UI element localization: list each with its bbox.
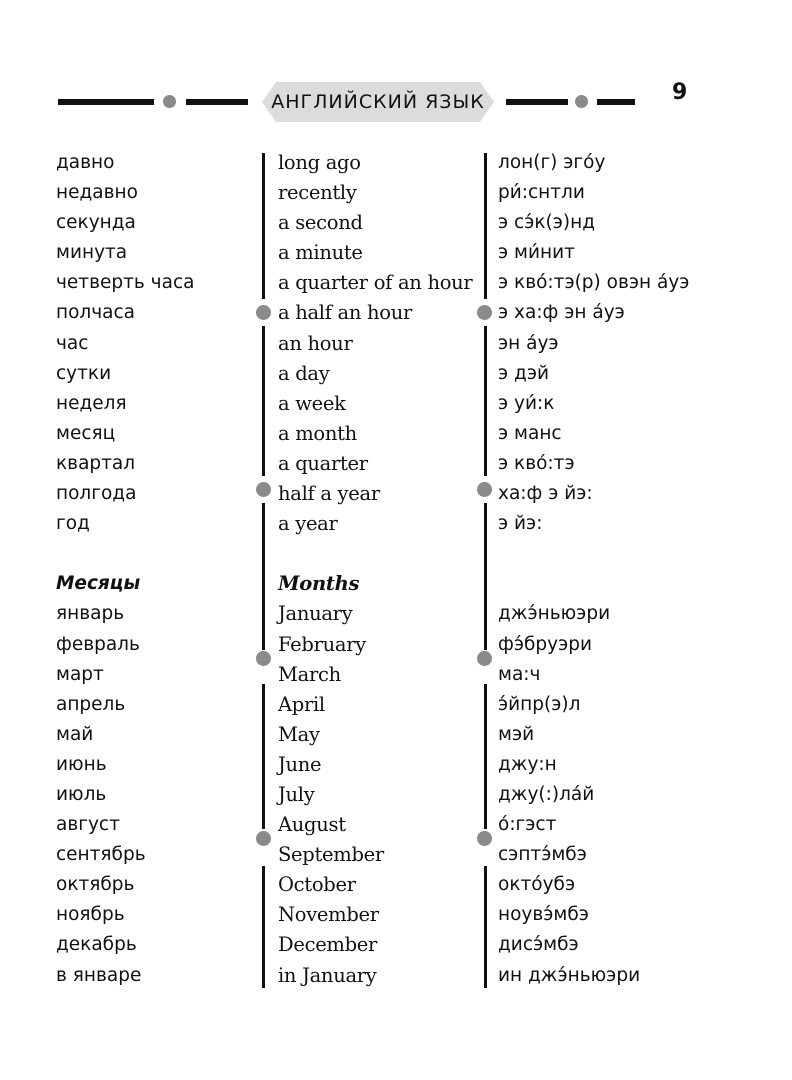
separator-line-2b [484,326,487,476]
english-word: April [278,692,325,716]
english-word: a half an hour [278,301,413,325]
russian-word: секунда [56,212,136,234]
russian-word: март [56,663,104,685]
transcription: джу(:)лáй [498,783,595,805]
english-word: a minute [278,241,363,265]
separator-dot [256,831,271,846]
separator-dot [477,482,492,497]
english-word: half a year [278,482,380,506]
transcription: джэ́ньюэри [498,603,611,625]
english-word: recently [278,181,357,205]
english-word: a quarter of an hour [278,271,473,295]
transcription: э уи́:к [498,392,555,414]
separator-dot [477,831,492,846]
transcription: э йэ: [498,513,543,535]
months-heading-en: Months [278,572,360,596]
russian-column [56,148,256,991]
transcription: сэптэ́мбэ [498,844,587,866]
header-rule-right [597,99,635,105]
russian-word: апрель [56,693,126,715]
russian-word: час [56,332,89,354]
separator-dot [256,482,271,497]
russian-word: месяц [56,422,116,444]
russian-word: сутки [56,362,112,384]
english-word: December [278,933,378,957]
section-title: АНГЛИЙСКИЙ ЯЗЫК [271,91,485,113]
english-word: in January [278,963,377,987]
english-word: March [278,662,341,686]
russian-word: квартал [56,452,136,474]
page-number: 9 [672,80,688,105]
english-word: a week [278,391,346,415]
separator-line-2d [484,684,487,829]
russian-word: минута [56,242,128,264]
transcription: ин джэ́ньюэри [498,964,641,986]
transcription: фэ́бруэри [498,633,592,655]
transcription: ри́:снтли [498,182,585,204]
transcription: лон(г) эгóу [498,152,606,173]
russian-word: четверть часа [56,272,195,294]
header-rule-left [58,99,154,105]
transcription: джу:н [498,753,557,775]
russian-word: январь [56,603,125,625]
transcription: э́йпр(э)л [498,693,581,715]
russian-word: в январе [56,964,142,986]
english-word: September [278,843,384,867]
separator-line-1c [262,503,265,650]
english-word: a second [278,211,363,235]
separator-line-1b [262,326,265,476]
separator-line-1d [262,684,265,829]
russian-word: ноябрь [56,904,125,926]
english-word: a quarter [278,451,368,475]
russian-word: август [56,814,120,836]
transcription: дисэ́мбэ [498,934,579,956]
russian-word: давно [56,152,115,173]
english-word: May [278,722,320,746]
header-dot-right [575,95,588,108]
transcription: мэй [498,723,535,745]
russian-word: июль [56,783,107,805]
russian-word: октябрь [56,874,135,896]
transcription: эн áуэ [498,332,559,354]
header-rule-right-inner [506,99,568,105]
transcription: ма:ч [498,663,541,685]
separator-dot [256,305,271,320]
transcription: э дэй [498,362,550,384]
transcription: э сэ́к(э)нд [498,212,596,234]
russian-word: полгода [56,483,137,505]
header-dot-left [163,95,176,108]
english-word: January [278,602,353,626]
separator-dot [477,651,492,666]
separator-line-2c [484,503,487,650]
russian-word: сентябрь [56,844,146,866]
transcription: э квó:тэ [498,452,575,474]
english-word: a month [278,421,357,445]
english-word: long ago [278,151,361,174]
english-word: February [278,632,366,656]
english-word: November [278,903,379,927]
months-heading-ru: Месяцы [56,573,141,595]
russian-word: февраль [56,633,140,655]
separator-line-2a [484,153,487,299]
russian-word: июнь [56,753,107,775]
separator-line-2e [484,866,487,988]
separator-line-1a [262,153,265,299]
transcription: ó:гэст [498,814,557,836]
english-word: August [278,813,346,837]
russian-word: декабрь [56,934,137,956]
header-label-box [262,82,494,122]
transcription: э ми́нит [498,242,575,264]
months-heading-tr-blank [498,569,758,599]
transcription: октóубэ [498,874,576,896]
russian-word: полчаса [56,302,136,324]
transcription: ха:ф э йэ: [498,483,593,505]
english-word: June [278,752,322,776]
russian-word: неделя [56,392,127,414]
separator-dot [256,651,271,666]
english-word: an hour [278,331,353,355]
english-word: October [278,873,356,897]
english-word: a year [278,512,338,536]
english-word: July [278,782,315,806]
transcription: э квó:тэ(р) овэн áуэ [498,272,690,294]
russian-word: май [56,723,94,745]
transcription: э ха:ф эн áуэ [498,302,625,324]
russian-word: недавно [56,182,138,204]
english-word: a day [278,361,330,385]
transcription: э манс [498,422,562,444]
separator-dot [477,305,492,320]
transcription: ноувэ́мбэ [498,904,589,926]
transcription-column [498,148,758,991]
header-rule-left-inner [186,99,248,105]
separator-line-1e [262,866,265,988]
english-column [278,148,478,991]
russian-word: год [56,513,90,535]
